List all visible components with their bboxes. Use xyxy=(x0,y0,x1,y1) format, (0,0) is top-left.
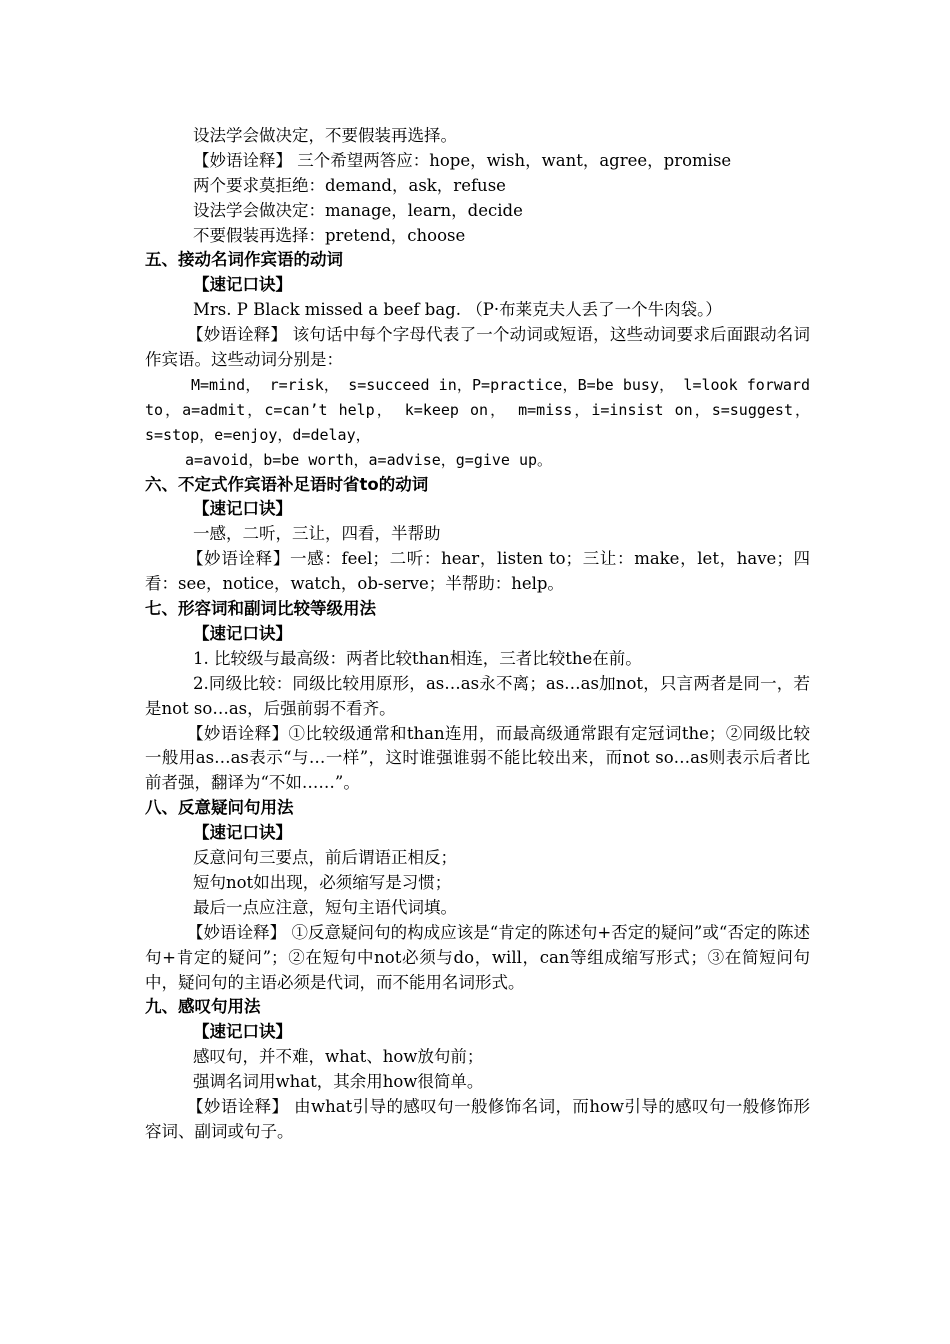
text-line: 反意问句三要点，前后谓语正相反； xyxy=(193,848,457,868)
subheading-mnemonic: 【速记口诀】 xyxy=(193,823,292,843)
text-line: 【妙语诠释】 三个希望两答应：hope，wish，want，agree，promise xyxy=(193,150,732,170)
text-line: 设法学会做决定，不要假装再选择。 xyxy=(193,126,457,145)
text-line: 1. 比较级与最高级：两者比较than相连，三者比较the在前。 xyxy=(193,648,642,668)
paragraph: M=mind， r=risk， s=succeed in，P=practice，B=be busy， l=look forward to，a=admit，c=can’t help， k=keep on， m=miss，i=insist on，s=suggest，s=stop，e=enjoy，d=delay， xyxy=(145,375,810,444)
section-heading-8: 八、反意疑问句用法 xyxy=(145,798,294,818)
text-line: 设法学会做决定：manage，learn，decide xyxy=(193,200,523,220)
section-heading-9: 九、感叹句用法 xyxy=(145,997,261,1017)
subheading-mnemonic: 【速记口诀】 xyxy=(193,275,292,295)
paragraph: 【妙语诠释】①比较级通常和than连用，而最高级通常跟有定冠词the；②同级比较一般用as…as表示“与…一样”，这时谁强谁弱不能比较出来，而not so…as则表示后者比前者强，翻译为“不如……”。 xyxy=(145,723,810,793)
section-heading-6: 六、不定式作宾语补足语时省to的动词 xyxy=(145,474,429,494)
paragraph: 【妙语诠释】一感：feel；二听：hear，listen to；三让：make，let，have；四看：see，notice，watch，ob-serve；半帮助：help。 xyxy=(145,549,810,594)
text-line: 不要假装再选择：pretend，choose xyxy=(193,225,466,245)
document-body xyxy=(145,124,810,1145)
paragraph: 【妙语诠释】 该句话中每个字母代表了一个动词或短语，这些动词要求后面跟动名词作宾语。这些动词分别是： xyxy=(145,325,810,370)
text-line: 一感，二听，三让，四看，半帮助 xyxy=(193,524,441,544)
section-heading-7: 七、形容词和副词比较等级用法 xyxy=(145,599,376,619)
text-line: a=avoid，b=be worth，a=advise，g=give up。 xyxy=(185,450,553,469)
subheading-mnemonic: 【速记口诀】 xyxy=(193,623,292,643)
paragraph: 【妙语诠释】 由what引导的感叹句一般修饰名词，而how引导的感叹句一般修饰形容词、副词或句子。 xyxy=(145,1096,810,1141)
subheading-mnemonic: 【速记口诀】 xyxy=(193,1022,292,1042)
text-line: 最后一点应注意，短句主语代词填。 xyxy=(193,897,457,917)
paragraph: 【妙语诠释】 ①反意疑问句的构成应该是“肯定的陈述句+否定的疑问”或“否定的陈述句+肯定的疑问”；②在短句中not必须与do，will，can等组成缩写形式；③在简短问句中，疑问句的主语必须是代词，而不能用名词形式。 xyxy=(145,922,810,992)
text-line: 感叹句，并不难，what、how放句前； xyxy=(193,1047,484,1067)
subheading-mnemonic: 【速记口诀】 xyxy=(193,499,292,519)
section-heading-5: 五、接动名词作宾语的动词 xyxy=(145,250,343,270)
text-line: 两个要求莫拒绝：demand，ask，refuse xyxy=(193,175,506,195)
text-line: Mrs. P Black missed a beef bag. （P·布莱克夫人丢了一个牛肉袋。） xyxy=(193,300,722,320)
text-line: 短句not如出现，必须缩写是习惯； xyxy=(193,872,452,892)
paragraph: 2.同级比较：同级比较用原形，as…as永不离；as…as加not，只言两者是同一，若是not so…as，后强前弱不看齐。 xyxy=(145,673,810,718)
text-line: 强调名词用what，其余用how很简单。 xyxy=(193,1072,484,1092)
